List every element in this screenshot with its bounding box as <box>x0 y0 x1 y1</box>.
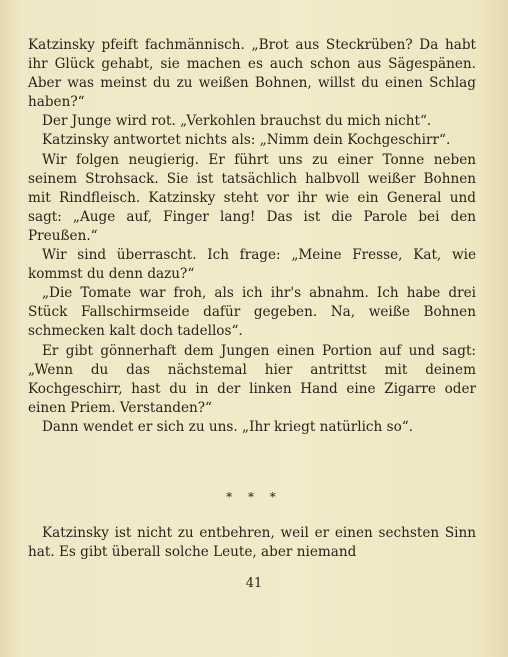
paragraph: Wir sind überrascht. Ich frage: „Meine Fresse, Kat, wie kommst du denn dazu?“ <box>28 247 476 283</box>
paragraph: Katzinsky ist nicht zu entbehren, weil er einen sechsten Sinn hat. Es gibt überall solche Leute, aber niemand <box>28 525 476 561</box>
paragraph: Er gibt gönnerhaft dem Jungen einen Portion auf und sagt: „Wenn du das nächstemal hier antrittst mit deinem Kochgeschirr, hast du in der linken Hand eine Zigarre oder einen Priem. Verstanden?“ <box>28 342 476 416</box>
paragraph: „Die Tomate war froh, als ich ihr's abnahm. Ich habe drei Stück Fallschirmseide dafür gegeben. Na, weiße Bohnen schmecken kalt doch tadellos“. <box>28 285 476 340</box>
paragraph: Wir folgen neugierig. Er führt uns zu einer Tonne neben seinem Strohsack. Sie ist tatsächlich halbvoll weißer Bohnen mit Rindfleisch. Katzinsky steht vor ihr wie ein General und sagt: „Auge auf, Finger lang! Das ist die Parole bei den Preußen.“ <box>28 151 476 244</box>
section-separator: * * * <box>226 490 282 504</box>
paragraph: Katzinsky pfeift fachmännisch. „Brot aus Steckrüben? Da habt ihr Glück gehabt, sie machen es auch schon aus Sägespänen. Aber was meinst du zu weißen Bohnen, willst du einen Schlag haben?“ <box>28 37 476 111</box>
body-text <box>28 36 476 437</box>
paragraph: Der Junge wird rot. „Verkohlen brauchst du mich nicht“. <box>42 113 432 130</box>
page-number: 41 <box>245 576 263 591</box>
paragraph: Katzinsky antwortet nichts als: „Nimm dein Kochgeschirr“. <box>42 132 451 149</box>
page-edge-shadow <box>478 0 508 657</box>
paragraph: Dann wendet er sich zu uns. „Ihr kriegt natürlich so“. <box>42 418 414 435</box>
closing-text <box>28 524 476 562</box>
